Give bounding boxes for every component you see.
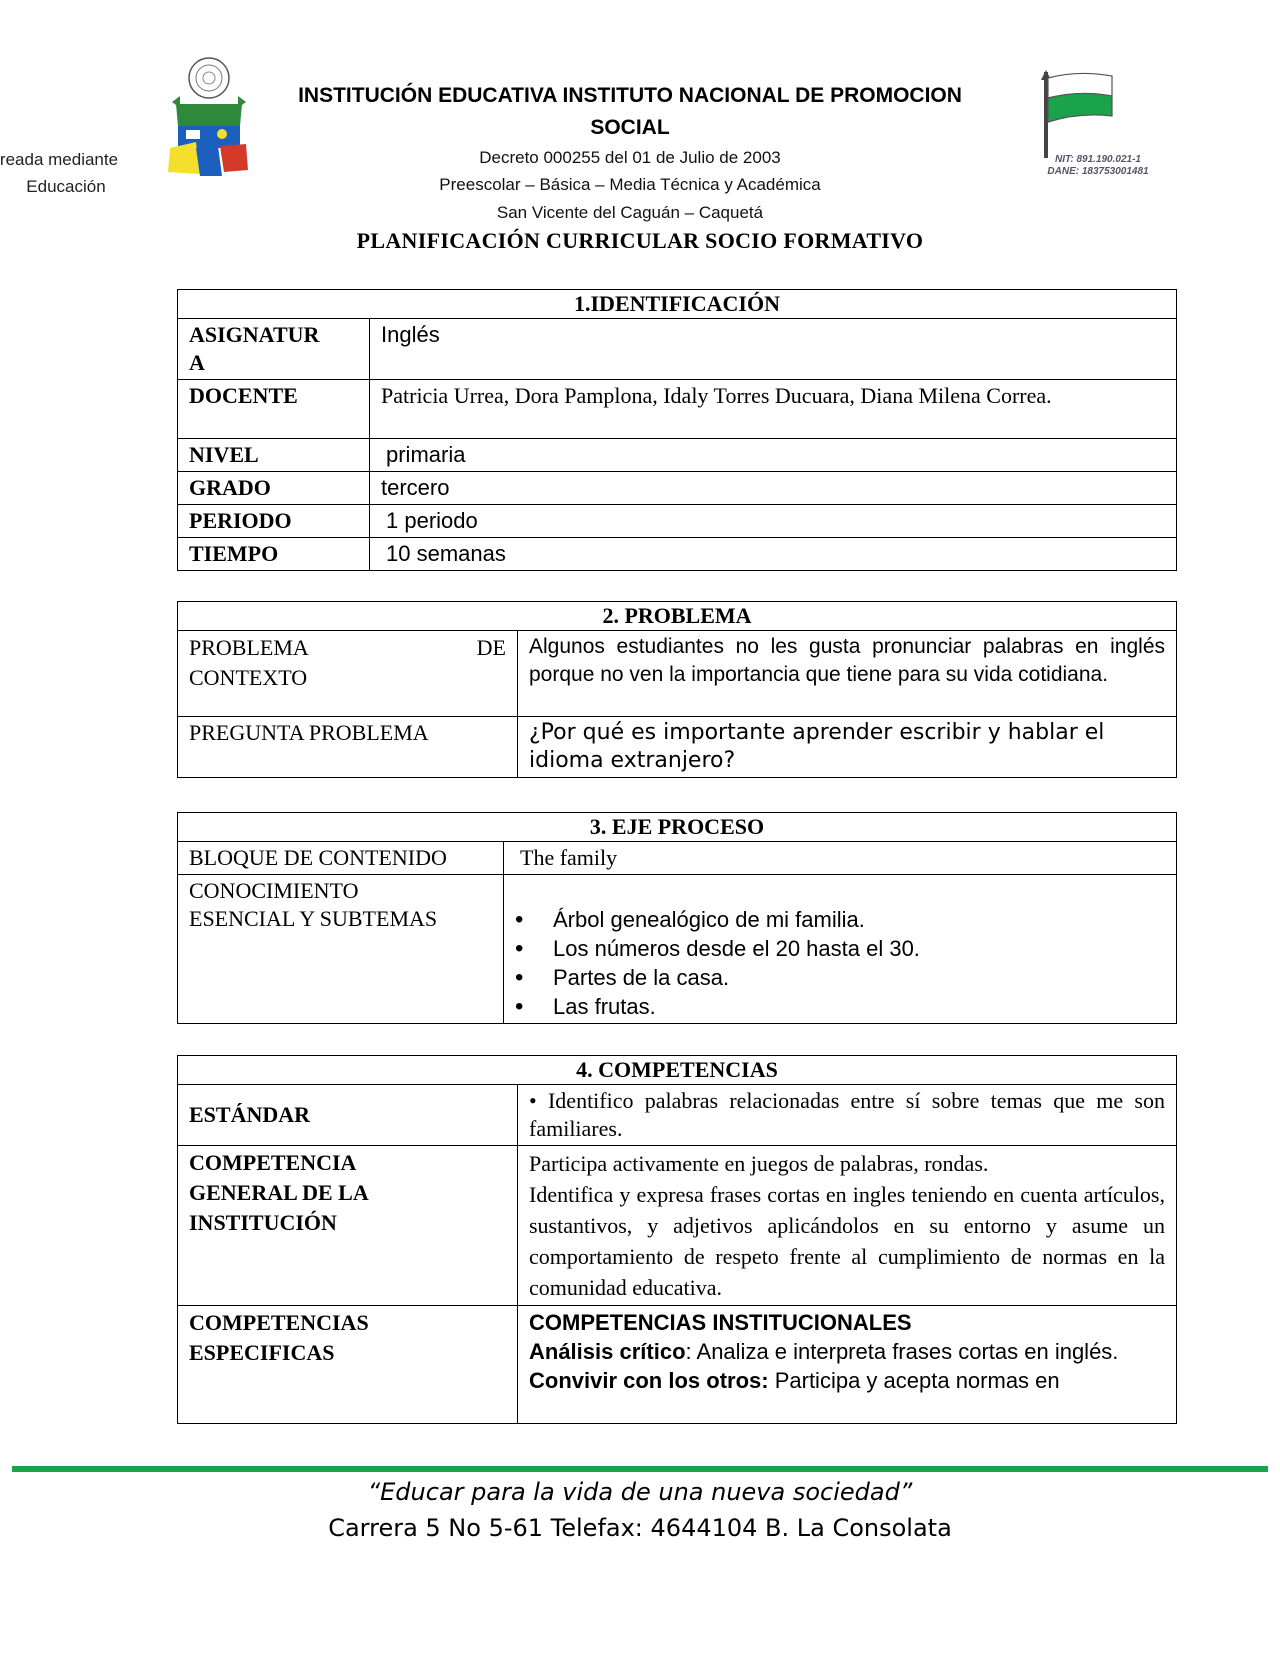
competencias-header: 4. COMPETENCIAS (178, 1056, 1177, 1085)
periodo-value: 1 periodo (370, 505, 1177, 538)
competencias-especificas-value: COMPETENCIAS INSTITUCIONALES Análisis crítico: Analiza e interpreta frases cortas en inglés. Convivir con los otros: Participa y acepta normas en (518, 1306, 1177, 1424)
competencia-general-label: COMPETENCIA GENERAL DE LA INSTITUCIÓN (178, 1146, 518, 1306)
location-line: San Vicente del Caguán – Caquetá (496, 203, 764, 222)
grado-value: tercero (370, 472, 1177, 505)
tiempo-value: 10 semanas (370, 538, 1177, 571)
nivel-label: NIVEL (178, 439, 370, 472)
pregunta-label: PREGUNTA PROBLEMA (178, 717, 518, 778)
bloque-value: The family (504, 842, 1177, 875)
bloque-label: BLOQUE DE CONTENIDO (178, 842, 504, 875)
competencias-table (177, 1055, 1177, 1424)
institution-logo (166, 56, 252, 184)
contexto-value: Algunos estudiantes no les gusta pronunciar palabras en inglés porque no ven la importancia que tiene para su vida cotidiana. (518, 631, 1177, 717)
grado-label: GRADO (178, 472, 370, 505)
side-note-line-1: reada mediante (0, 150, 119, 169)
institucionales-heading: COMPETENCIAS INSTITUCIONALES (529, 1310, 912, 1335)
flag-icon (1038, 68, 1128, 160)
document-title: PLANIFICACIÓN CURRICULAR SOCIO FORMATIVO (356, 228, 924, 253)
footer-divider (12, 1466, 1268, 1472)
estandar-label: ESTÁNDAR (178, 1085, 518, 1146)
list-item: • Partes de la casa. (515, 963, 1165, 992)
nivel-value: primaria (370, 439, 1177, 472)
problema-table (177, 601, 1177, 778)
eje-proceso-table (177, 812, 1177, 1024)
nit-text: NIT: 891.190.021-1 (1055, 154, 1141, 165)
subtemas-list (515, 905, 1165, 1021)
list-item: • Los números desde el 20 hasta el 30. (515, 934, 1165, 963)
competencias-especificas-label: COMPETENCIAS ESPECIFICAS (178, 1306, 518, 1424)
list-item: • Árbol genealógico de mi familia. (515, 905, 1165, 934)
asignatura-value: Inglés (370, 319, 1177, 380)
problema-header: 2. PROBLEMA (178, 602, 1177, 631)
footer-motto: “Educar para la vida de una nueva sociedad” (367, 1478, 913, 1506)
tiempo-label: TIEMPO (178, 538, 370, 571)
contexto-label: PROBLEMA DE CONTEXTO (178, 631, 518, 717)
docente-value: Patricia Urrea, Dora Pamplona, Idaly Torres Ducuara, Diana Milena Correa. (370, 380, 1177, 439)
footer-address: Carrera 5 No 5-61 Telefax: 4644104 B. La Consolata (328, 1514, 952, 1542)
levels-line: Preescolar – Básica – Media Técnica y Académica (439, 175, 821, 194)
flag-emblem (1038, 68, 1158, 186)
side-note-line-2: Educación (26, 177, 106, 196)
docente-label: DOCENTE (178, 380, 370, 439)
eje-proceso-header: 3. EJE PROCESO (178, 813, 1177, 842)
institution-name: INSTITUCIÓN EDUCATIVA INSTITUTO NACIONAL DE PROMOCION SOCIAL (298, 84, 962, 139)
list-item: • Las frutas. (515, 992, 1165, 1021)
conocimiento-label: CONOCIMIENTO ESENCIAL Y SUBTEMAS (178, 875, 504, 1024)
estandar-value: • Identifico palabras relacionadas entre sí sobre temas que me son familiares. (518, 1085, 1177, 1146)
periodo-label: PERIODO (178, 505, 370, 538)
dane-text: DANE: 183753001481 (1047, 166, 1149, 177)
competencia-general-value: Participa activamente en juegos de palabras, rondas. Identifica y expresa frases cortas en ingles teniendo en cuenta artículos, sustantivos, y adjetivos aplicándolos en su entorno y asume un comportamiento de respeto frente al cumplimiento de normas en la comunidad educativa. (518, 1146, 1177, 1306)
side-note (0, 146, 132, 200)
identificacion-table (177, 289, 1177, 571)
decree-line: Decreto 000255 del 01 de Julio de 2003 (479, 148, 781, 167)
subtemas-cell (504, 875, 1177, 1024)
asignatura-label: ASIGNATUR A (178, 319, 370, 380)
pregunta-value: ¿Por qué es importante aprender escribir y hablar el idioma extranjero? (518, 717, 1177, 778)
identificacion-header: 1.IDENTIFICACIÓN (178, 290, 1177, 319)
